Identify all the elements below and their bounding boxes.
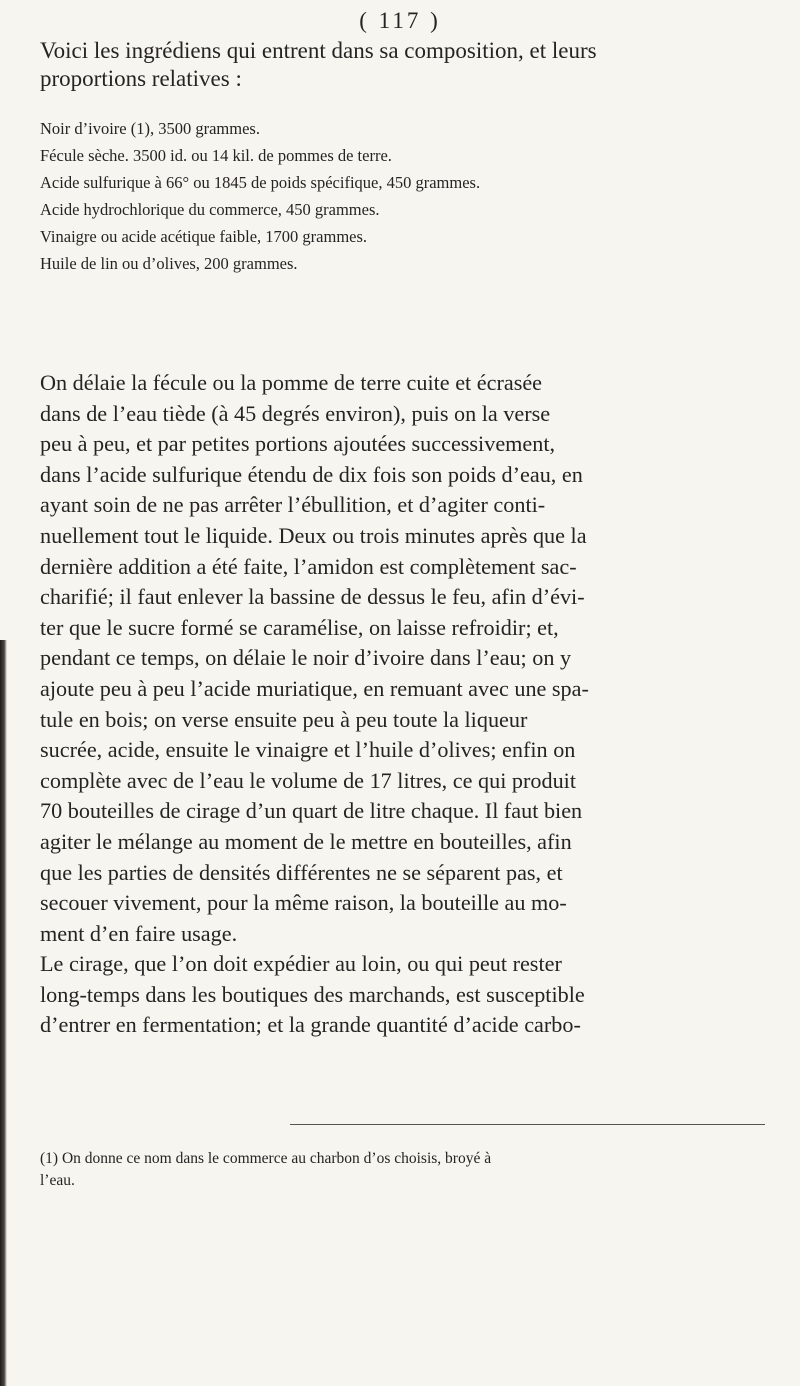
ingredient-item: Fécule sèche. 3500 id. ou 14 kil. de pommes de terre.: [40, 146, 392, 165]
footnote-line: (1) On donne ce nom dans le commerce au charbon d’os choisis, broyé à: [40, 1150, 492, 1167]
body-line: ter que le sucre formé se caramélise, on laisse refroidir; et,: [40, 614, 559, 640]
footnote: [40, 1148, 780, 1192]
intro-line: Voici les ingrédiens qui entrent dans sa composition, et leurs: [40, 38, 597, 63]
ingredient-item: Vinaigre ou acide acétique faible, 1700 grammes.: [40, 227, 368, 246]
body-line: ment d’en faire usage.: [40, 920, 238, 946]
body-line: 70 bouteilles de cirage d’un quart de litre chaque. Il faut bien: [40, 798, 583, 824]
body-paragraphs: [40, 368, 780, 1041]
body-line: dernière addition a été faite, l’amidon est complètement sac-: [40, 553, 577, 579]
footnote-line: l’eau.: [40, 1172, 75, 1189]
body-line: complète avec de l’eau le volume de 17 litres, ce qui produit: [40, 767, 576, 793]
body-line: On délaie la fécule ou la pomme de terre cuite et écrasée: [40, 370, 543, 395]
intro-line: proportions relatives :: [40, 66, 242, 91]
body-line: sucrée, acide, ensuite le vinaigre et l’huile d’olives; enfin on: [40, 737, 576, 763]
body-line: ayant soin de ne pas arrêter l’ébullition, et d’agiter conti-: [40, 492, 546, 518]
body-line: pendant ce temps, on délaie le noir d’ivoire dans l’eau; on y: [40, 645, 572, 671]
intro-paragraph: [40, 37, 780, 93]
ingredient-list: [40, 115, 780, 277]
body-line: long-temps dans les boutiques des marchands, est susceptible: [40, 981, 585, 1007]
body-line: nuellement tout le liquide. Deux ou trois minutes après que la: [40, 522, 587, 548]
body-line: tule en bois; on verse ensuite peu à peu toute la liqueur: [40, 706, 528, 732]
body-line: d’entrer en fermentation; et la grande quantité d’acide carbo-: [40, 1012, 581, 1038]
ingredient-item: Acide sulfurique à 66° ou 1845 de poids spécifique, 450 grammes.: [40, 173, 481, 192]
page-binding-shadow: [0, 640, 7, 1386]
footnote-divider: [290, 1124, 765, 1125]
ingredient-item: Acide hydrochlorique du commerce, 450 grammes.: [40, 200, 380, 219]
body-line: dans de l’eau tiède (à 45 degrés environ), puis on la verse: [40, 400, 551, 426]
body-line: dans l’acide sulfurique étendu de dix fois son poids d’eau, en: [40, 461, 583, 487]
body-line: charifié; il faut enlever la bassine de dessus le feu, afin d’évi-: [40, 584, 585, 610]
ingredient-item: Noir d’ivoire (1), 3500 grammes.: [40, 119, 260, 138]
body-line: Le cirage, que l’on doit expédier au loin, ou qui peut rester: [40, 951, 562, 977]
body-line: secouer vivement, pour la même raison, la bouteille au mo-: [40, 890, 567, 916]
body-line: que les parties de densités différentes ne se séparent pas, et: [40, 859, 563, 885]
body-line: ajoute peu à peu l’acide muriatique, en remuant avec une spa-: [40, 675, 589, 701]
ingredient-item: Huile de lin ou d’olives, 200 grammes.: [40, 254, 298, 273]
body-line: agiter le mélange au moment de le mettre en bouteilles, afin: [40, 828, 572, 854]
body-line: peu à peu, et par petites portions ajoutées successivement,: [40, 431, 556, 457]
page-number: ( 117 ): [359, 8, 441, 33]
